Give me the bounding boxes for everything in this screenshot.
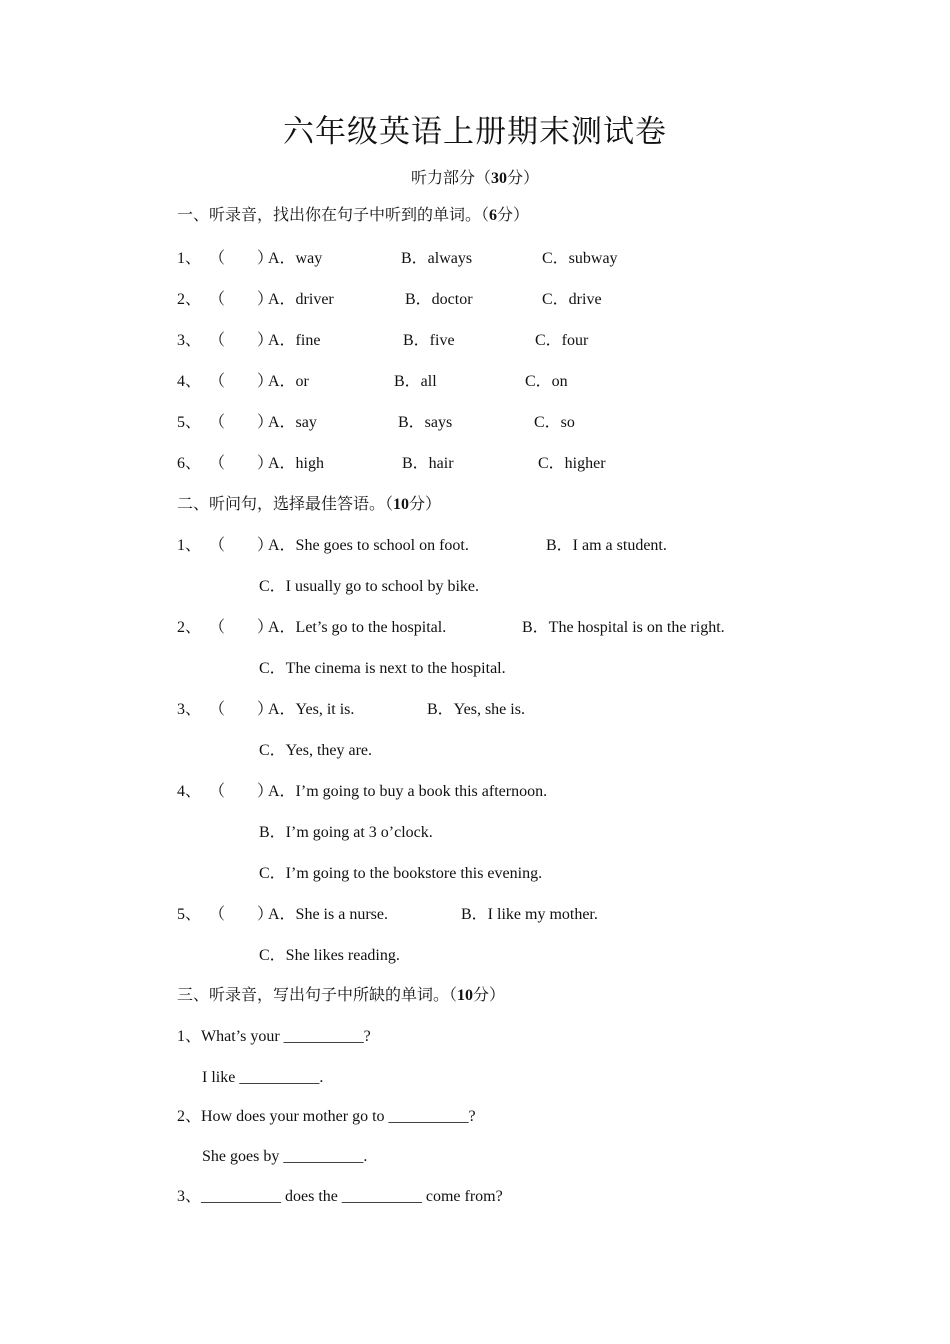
s2-q3-option-c: C．Yes, they are. xyxy=(259,742,373,759)
s2-q5-answer-blank: （ ） xyxy=(209,906,274,923)
s2-q1-answer-blank: （ ） xyxy=(209,537,274,554)
s3-line-2: I like __________. xyxy=(202,1069,324,1086)
s2-q3-number: 3、 xyxy=(177,701,202,718)
s2-q5-option-b: B．I like my mother. xyxy=(461,906,598,923)
s1-q6-option-a: A．high xyxy=(268,455,325,472)
s1-q1-option-a: A．way xyxy=(268,250,323,267)
s3-line-4: She goes by __________. xyxy=(202,1148,368,1165)
s1-q5-option-a: A．say xyxy=(268,414,317,431)
s1-q4-option-c: C．on xyxy=(525,373,568,390)
s2-q3-answer-blank: （ ） xyxy=(209,701,274,718)
s1-q5-option-b: B．says xyxy=(398,414,453,431)
exam-title: 六年级英语上册期末测试卷 xyxy=(283,114,667,149)
s2-q2-option-c: C．The cinema is next to the hospital. xyxy=(259,660,506,677)
s1-q1-answer-blank: （ ） xyxy=(209,250,274,267)
s1-q2-number: 2、 xyxy=(177,291,202,308)
s2-q5-option-a: A．She is a nurse. xyxy=(268,906,388,923)
s1-q4-option-b: B．all xyxy=(394,373,437,390)
section1-heading: 一、听录音，找出你在句子中听到的单词。（6分） xyxy=(177,207,530,224)
s2-q3-option-a: A．Yes, it is. xyxy=(268,701,355,718)
s2-q4-option-c: C．I’m going to the bookstore this evening. xyxy=(259,865,543,882)
s1-q3-number: 3、 xyxy=(177,332,202,349)
s2-q2-answer-blank: （ ） xyxy=(209,619,274,636)
s2-q1-option-a: A．She goes to school on foot. xyxy=(268,537,469,554)
s2-q5-option-c: C．She likes reading. xyxy=(259,947,400,964)
listening-part-title: 听力部分（30分） xyxy=(410,170,540,187)
s2-q2-number: 2、 xyxy=(177,619,202,636)
s1-q2-answer-blank: （ ） xyxy=(209,291,274,308)
s2-q1-option-c: C．I usually go to school by bike. xyxy=(259,578,479,595)
s1-q6-number: 6、 xyxy=(177,455,202,472)
section3-heading: 三、听录音，写出句子中所缺的单词。（10分） xyxy=(177,987,506,1004)
s1-q6-option-b: B．hair xyxy=(402,455,454,472)
s1-q4-number: 4、 xyxy=(177,373,202,390)
s1-q3-option-b: B．five xyxy=(403,332,455,349)
s1-q4-option-a: A．or xyxy=(268,373,309,390)
s1-q6-option-c: C．higher xyxy=(538,455,606,472)
s2-q2-option-b: B．The hospital is on the right. xyxy=(522,619,725,636)
s2-q4-option-a: A．I’m going to buy a book this afternoon. xyxy=(268,783,548,800)
s2-q4-option-b: B．I’m going at 3 o’clock. xyxy=(259,824,433,841)
s1-q2-option-a: A．driver xyxy=(268,291,334,308)
section2-heading: 二、听问句，选择最佳答语。（10分） xyxy=(177,496,442,513)
s1-q2-option-c: C．drive xyxy=(542,291,602,308)
s3-line-5: 3、__________ does the __________ come from? xyxy=(177,1188,503,1205)
s3-line-3: 2、How does your mother go to __________? xyxy=(177,1108,476,1125)
s1-q6-answer-blank: （ ） xyxy=(209,455,274,472)
s3-line-1: 1、What’s your __________? xyxy=(177,1028,371,1045)
s1-q2-option-b: B．doctor xyxy=(405,291,473,308)
s2-q4-answer-blank: （ ） xyxy=(209,783,274,800)
s2-q4-number: 4、 xyxy=(177,783,202,800)
s1-q1-option-b: B．always xyxy=(401,250,473,267)
s2-q2-option-a: A．Let’s go to the hospital. xyxy=(268,619,447,636)
s1-q5-answer-blank: （ ） xyxy=(209,414,274,431)
s2-q1-number: 1、 xyxy=(177,537,202,554)
s1-q1-option-c: C．subway xyxy=(542,250,618,267)
s2-q3-option-b: B．Yes, she is. xyxy=(427,701,525,718)
s1-q1-number: 1、 xyxy=(177,250,202,267)
s1-q3-answer-blank: （ ） xyxy=(209,332,274,349)
s1-q4-answer-blank: （ ） xyxy=(209,373,274,390)
s2-q1-option-b: B．I am a student. xyxy=(546,537,667,554)
s2-q5-number: 5、 xyxy=(177,906,202,923)
s1-q5-option-c: C．so xyxy=(534,414,575,431)
s1-q3-option-a: A．fine xyxy=(268,332,321,349)
s1-q5-number: 5、 xyxy=(177,414,202,431)
s1-q3-option-c: C．four xyxy=(535,332,589,349)
